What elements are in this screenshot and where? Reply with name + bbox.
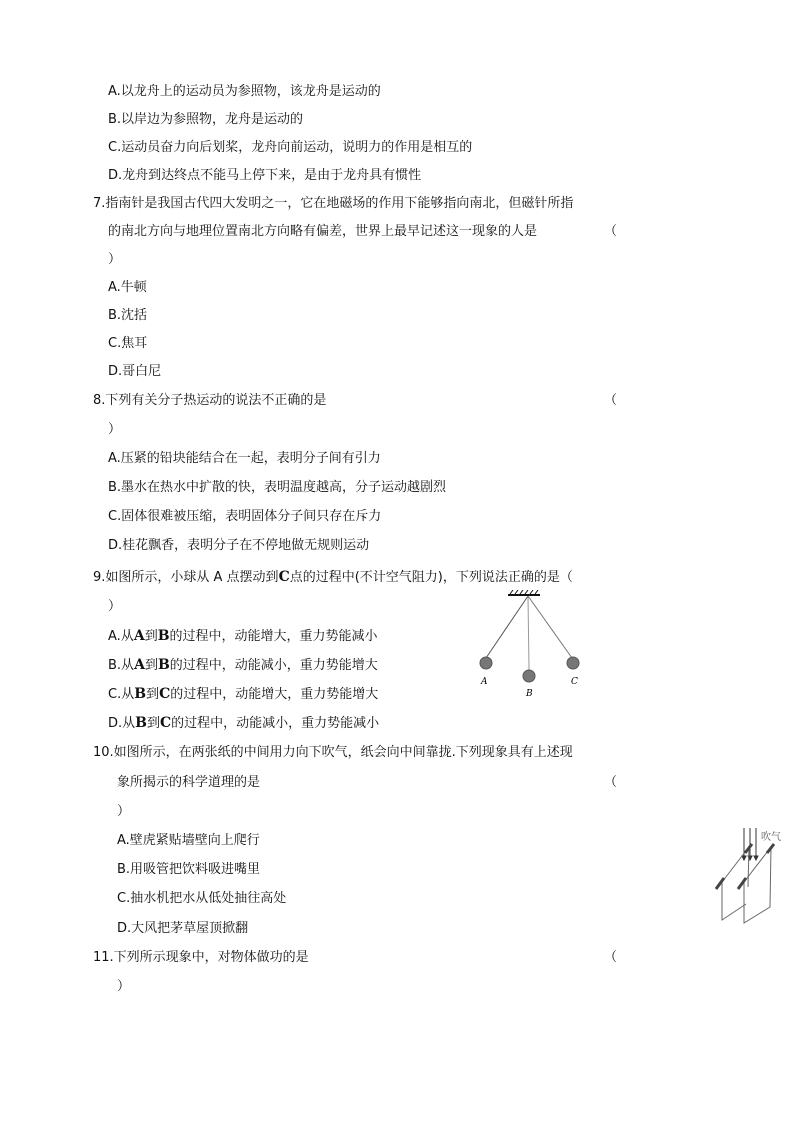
opt-to: 到 xyxy=(146,687,160,702)
q9-stem-c: C xyxy=(278,569,290,585)
pendulum-figure xyxy=(470,590,590,700)
q9-answer-close: ） xyxy=(108,599,122,614)
q11-stem: 11.下列所示现象中，对物体做功的是 xyxy=(93,950,309,965)
q6-option-a: A.以龙舟上的运动员为参照物，该龙舟是运动的 xyxy=(108,84,381,99)
q7-option-d: D.哥白尼 xyxy=(108,364,162,379)
opt-prefix: C.从 xyxy=(108,687,135,702)
q8-option-d: D.桂花飘香，表明分子在不停地做无规则运动 xyxy=(108,538,370,553)
q9-option-c xyxy=(108,686,378,703)
opt-rest: 的过程中，动能增大，重力势能减小 xyxy=(169,629,378,644)
q7-answer-open: （ xyxy=(604,224,618,239)
q10-option-a: A.壁虎紧贴墙壁向上爬行 xyxy=(117,833,260,848)
q10-option-d: D.大风把茅草屋顶掀翻 xyxy=(117,921,249,936)
opt-target: C xyxy=(160,715,172,731)
opt-from: A xyxy=(134,657,145,673)
q8-option-b: B.墨水在热水中扩散的快，表明温度越高，分子运动越剧烈 xyxy=(108,480,447,495)
q8-stem: 8.下列有关分子热运动的说法不正确的是 xyxy=(93,393,327,408)
q6-option-c: C.运动员奋力向后划桨，龙舟向前运动，说明力的作用是相互的 xyxy=(108,140,473,155)
q8-option-a: A.压紧的铅块能结合在一起，表明分子间有引力 xyxy=(108,451,381,466)
opt-to: 到 xyxy=(144,658,158,673)
label-c: C xyxy=(571,677,578,687)
q10-stem-2: 象所揭示的科学道理的是 xyxy=(117,775,261,790)
q10-option-c: C.抽水机把水从低处抽往高处 xyxy=(117,891,287,906)
opt-from: A xyxy=(133,628,145,644)
q9-stem-b: 点的过程中(不计空气阻力)，下列说法正确的是（ xyxy=(289,570,573,585)
q9-option-a xyxy=(108,628,378,645)
opt-rest: 的过程中，动能增大，重力势能增大 xyxy=(170,687,379,702)
q7-option-a: A.牛顿 xyxy=(108,280,147,295)
q10-option-b: B.用吸管把饮料吸进嘴里 xyxy=(117,862,261,877)
opt-target: B xyxy=(157,657,170,673)
blow-label: 吹气 xyxy=(761,832,781,843)
blowing-paper-figure xyxy=(700,820,794,925)
q7-option-b: B.沈括 xyxy=(108,308,148,323)
opt-rest: 的过程中，动能减小，重力势能增大 xyxy=(169,658,378,673)
label-b: B xyxy=(526,689,533,699)
opt-prefix: A.从 xyxy=(108,629,134,644)
q11-answer-open: （ xyxy=(604,950,618,965)
q8-answer-close: ） xyxy=(108,422,122,437)
opt-rest: 的过程中，动能减小，重力势能减小 xyxy=(171,716,380,731)
q7-answer-close: ） xyxy=(108,252,122,267)
opt-from: B xyxy=(134,686,147,702)
q6-option-d: D.龙舟到达终点不能马上停下来，是由于龙舟具有惯性 xyxy=(108,168,422,183)
opt-to: 到 xyxy=(144,629,158,644)
q10-answer-open: （ xyxy=(604,775,618,790)
q10-stem: 10.如图所示，在两张纸的中间用力向下吹气，纸会向中间靠拢.下列现象具有上述现 xyxy=(93,745,573,760)
label-a: A xyxy=(481,677,488,687)
q9-stem xyxy=(93,569,573,586)
q9-option-d xyxy=(108,715,379,732)
q9-option-b xyxy=(108,657,378,674)
opt-from: B xyxy=(135,715,147,731)
q9-stem-a: 9.如图所示，小球从 A 点摆动到 xyxy=(93,570,279,585)
opt-target: C xyxy=(159,686,171,702)
q7-stem-2: 的南北方向与地理位置南北方向略有偏差，世界上最早记述这一现象的人是 xyxy=(108,224,538,239)
q10-answer-close: ） xyxy=(117,804,131,819)
opt-to: 到 xyxy=(147,716,161,731)
q7-option-c: C.焦耳 xyxy=(108,336,148,351)
q6-option-b: B.以岸边为参照物，龙舟是运动的 xyxy=(108,112,304,127)
opt-prefix: B.从 xyxy=(108,658,135,673)
opt-target: B xyxy=(157,628,170,644)
q8-option-c: C.固体很难被压缩，表明固体分子间只存在斥力 xyxy=(108,509,382,524)
q8-answer-open: （ xyxy=(604,393,618,408)
opt-prefix: D.从 xyxy=(108,716,136,731)
q7-stem: 7.指南针是我国古代四大发明之一，它在地磁场的作用下能够指向南北，但磁针所指 xyxy=(93,196,574,211)
q11-answer-close: ） xyxy=(117,979,131,994)
